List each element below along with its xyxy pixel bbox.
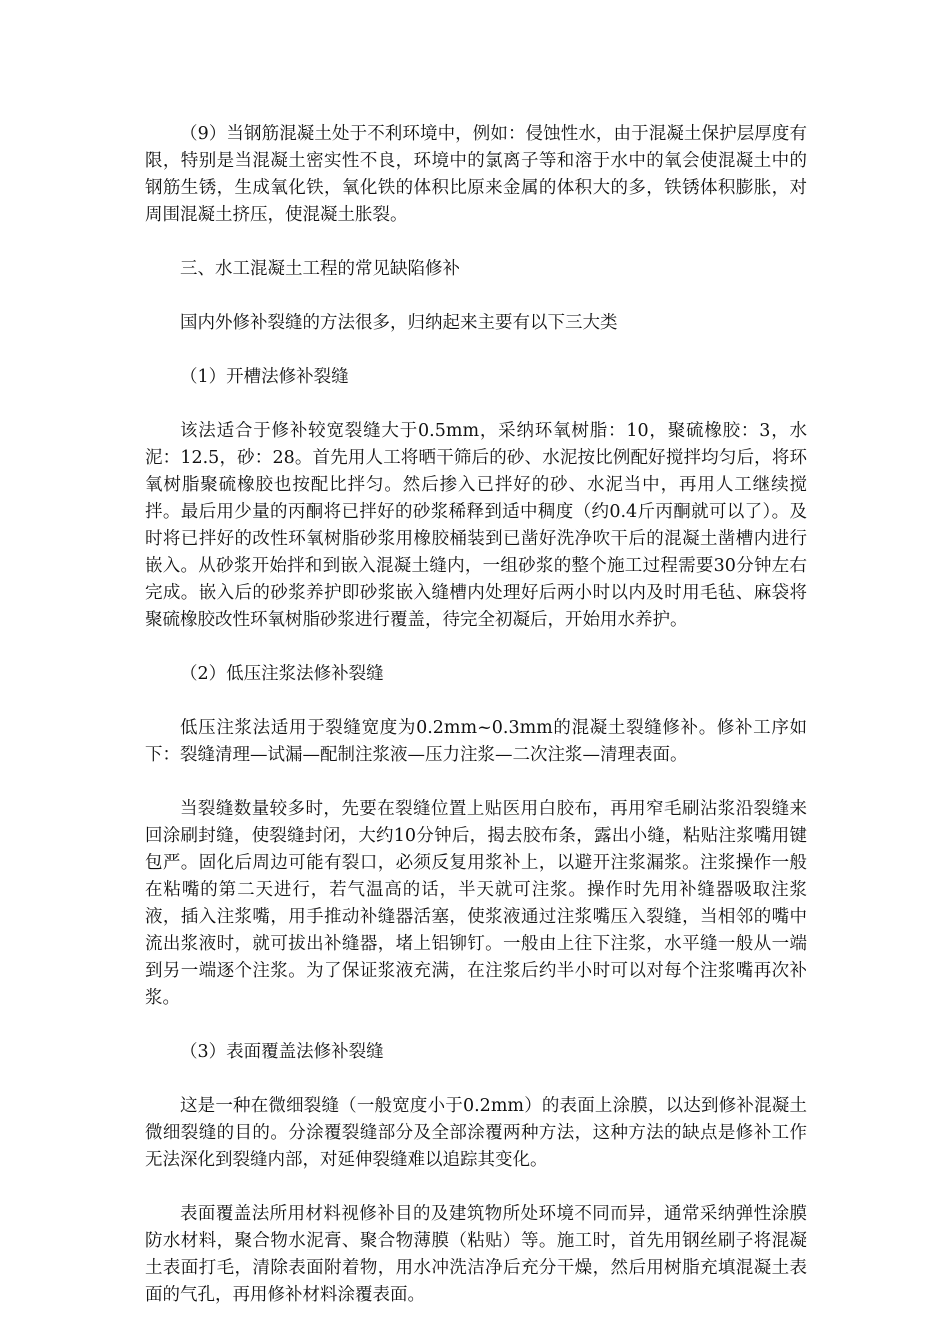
- paragraph-grouting-overview: 低压注浆法适用于裂缝宽度为0.2mm~0.3mm的混凝土裂缝修补。修补工序如下：裂缝清理—试漏—配制注浆液—压力注浆—二次注浆—清理表面。: [145, 718, 807, 765]
- section-heading-defect-repair: 三、水工混凝土工程的常见缺陷修补: [180, 259, 460, 279]
- paragraph-item-9: （9）当钢筋混凝土处于不利环境中，例如：侵蚀性水，由于混凝土保护层厚度有限，特别是当混凝土密实性不良，环境中的氯离子等和溶于水中的氧会使混凝土中的钢筋生锈，生成氧化铁，氧化铁的体积比原来金属的体积大的多，铁锈体积膨胀，对周围混凝土挤压，使混凝土胀裂。: [145, 124, 807, 225]
- paragraph-grouting-procedure: 当裂缝数量较多时，先要在裂缝位置上贴医用白胶布，再用窄毛刷沾浆沿裂缝来回涂刷封缝，使裂缝封闭，大约10分钟后，揭去胶布条，露出小缝，粘贴注浆嘴用键包严。固化后周边可能有裂口，必须反复用浆补上，以避开注浆漏浆。注浆操作一般在粘嘴的第二天进行，若气温高的话，半天就可注浆。操作时先用补缝器吸取注浆液，插入注浆嘴，用手推动补缝器活塞，使浆液通过注浆嘴压入裂缝，当相邻的嘴中流出浆液时，就可拔出补缝器，堵上铝铆钉。一般由上往下注浆，水平缝一般从一端到另一端逐个注浆。为了保证浆液充满，在注浆后约半小时可以对每个注浆嘴再次补浆。: [145, 799, 807, 1008]
- subheading-grooving-method: （1）开槽法修补裂缝: [180, 367, 349, 387]
- paragraph-surface-covering-materials: 表面覆盖法所用材料视修补目的及建筑物所处环境不同而异，通常采纳弹性涂膜防水材料，聚合物水泥膏、聚合物薄膜（粘贴）等。施工时，首先用钢丝刷子将混凝土表面打毛，清除表面附着物，用水冲洗洁净后充分干燥，然后用树脂充填混凝土表面的气孔，再用修补材料涂覆表面。: [145, 1204, 807, 1305]
- paragraph-intro-methods: 国内外修补裂缝的方法很多，归纳起来主要有以下三大类: [180, 313, 618, 333]
- paragraph-surface-covering-overview: 这是一种在微细裂缝（一般宽度小于0.2mm）的表面上涂膜，以达到修补混凝土微细裂缝的目的。分涂覆裂缝部分及全部涂覆两种方法，这种方法的缺点是修补工作无法深化到裂缝内部，对延伸裂缝难以追踪其变化。: [145, 1096, 807, 1170]
- subheading-surface-covering: （3）表面覆盖法修补裂缝: [180, 1042, 384, 1062]
- subheading-low-pressure-grouting: （2）低压注浆法修补裂缝: [180, 664, 384, 684]
- paragraph-grooving-method: 该法适合于修补较宽裂缝大于0.5mm，采纳环氧树脂：10，聚硫橡胶：3，水泥：12.5，砂：28。首先用人工将晒干筛后的砂、水泥按比例配好搅拌均匀后，将环氧树脂聚硫橡胶也按配比拌匀。然后掺入已拌好的砂、水泥当中，再用人工继续搅拌。最后用少量的丙酮将已拌好的砂浆稀释到适中稠度（约0.4斤丙酮就可以了）。及时将已拌好的改性环氧树脂砂浆用橡胶桶装到已凿好洗净吹干后的混凝土凿槽内进行嵌入。从砂浆开始拌和到嵌入混凝土缝内，一组砂浆的整个施工过程需要30分钟左右完成。嵌入后的砂浆养护即砂浆嵌入缝槽内处理好后两小时以内及时用毛毡、麻袋将聚硫橡胶改性环氧树脂砂浆进行覆盖，待完全初凝后，开始用水养护。: [145, 421, 807, 630]
- document-body: [145, 121, 807, 1309]
